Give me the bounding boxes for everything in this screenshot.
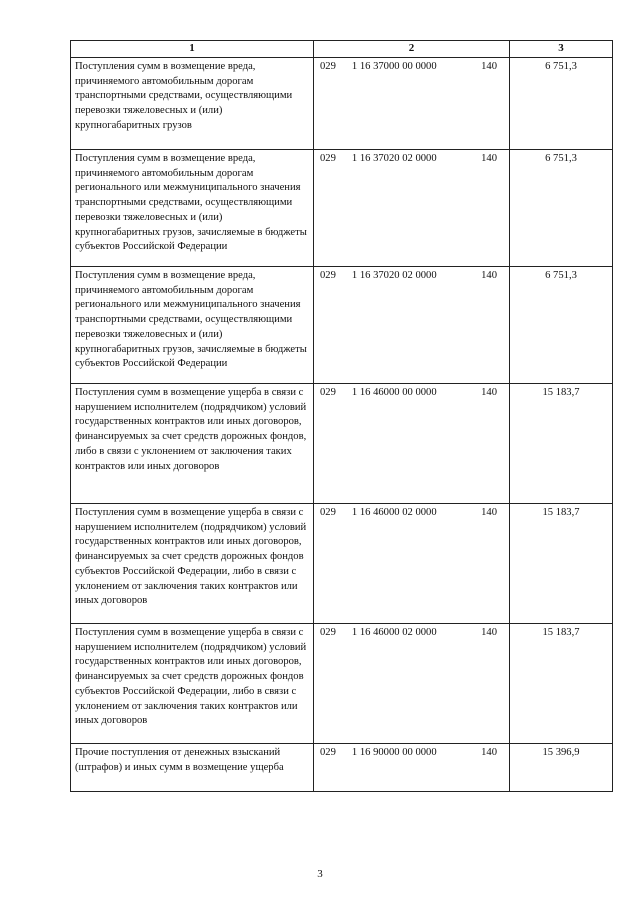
row-code	[314, 744, 510, 792]
admin-code: 029	[320, 61, 336, 72]
sub-code: 140	[481, 270, 497, 281]
row-description: Прочие поступления от денежных взысканий (штрафов) и иных сумм в возмещение ущерба	[71, 744, 314, 792]
sub-code: 140	[481, 747, 497, 758]
sub-code: 140	[481, 507, 497, 518]
row-description: Поступления сумм в возмещение вреда, причиняемого автомобильным дорогам регионального или межмуниципального значения транспортными средствами, осуществляющими перевозки тяжеловесных и (или) крупногабаритных грузов, зачисляемые в бюджеты субъектов Российской Федерации	[71, 267, 314, 384]
row-description: Поступления сумм в возмещение ущерба в связи с нарушением исполнителем (подрядчиком) условий государственных контрактов или иных договоров, финансируемых за счет средств дорожных фондов, либо в связи с уклонением от заключения таких контрактов или иных договоров	[71, 384, 314, 504]
row-code	[314, 150, 510, 267]
table-header-row	[71, 41, 613, 58]
row-code	[314, 58, 510, 150]
column-header-1: 1	[71, 41, 314, 58]
table-row	[71, 58, 613, 150]
row-description: Поступления сумм в возмещение вреда, причиняемого автомобильным дорогам регионального или межмуниципального значения транспортными средствами, осуществляющими перевозки тяжеловесных и (или) крупногабаритных грузов, зачисляемые в бюджеты субъектов Российской Федерации	[71, 150, 314, 267]
row-code	[314, 624, 510, 744]
row-code	[314, 384, 510, 504]
budget-classification-code: 1 16 46000 00 0000	[351, 387, 437, 398]
revenue-table	[70, 40, 613, 792]
admin-code: 029	[320, 627, 336, 638]
column-header-2: 2	[314, 41, 510, 58]
row-description: Поступления сумм в возмещение ущерба в связи с нарушением исполнителем (подрядчиком) условий государственных контрактов или иных договоров, финансируемых за счет средств дорожных фондов субъектов Российской Федерации, либо в связи с уклонением от заключения таких контрактов или иных договоров	[71, 504, 314, 624]
admin-code: 029	[320, 153, 336, 164]
row-description: Поступления сумм в возмещение вреда, причиняемого автомобильным дорогам транспортными средствами, осуществляющими перевозки тяжеловесных и (или) крупногабаритных грузов	[71, 58, 314, 150]
row-amount: 15 183,7	[510, 624, 613, 744]
sub-code: 140	[481, 387, 497, 398]
row-amount: 15 183,7	[510, 504, 613, 624]
row-description: Поступления сумм в возмещение ущерба в связи с нарушением исполнителем (подрядчиком) условий государственных контрактов или иных договоров, финансируемых за счет средств дорожных фондов субъектов Российской Федерации, либо в связи с уклонением от заключения таких контрактов или иных договоров	[71, 624, 314, 744]
table-row	[71, 744, 613, 792]
page-number: 3	[317, 868, 323, 880]
row-code	[314, 267, 510, 384]
table-row	[71, 504, 613, 624]
budget-classification-code: 1 16 37000 00 0000	[351, 61, 437, 72]
sub-code: 140	[481, 627, 497, 638]
sub-code: 140	[481, 61, 497, 72]
budget-classification-code: 1 16 37020 02 0000	[351, 153, 437, 164]
row-amount: 15 183,7	[510, 384, 613, 504]
admin-code: 029	[320, 747, 336, 758]
admin-code: 029	[320, 270, 336, 281]
column-header-3: 3	[510, 41, 613, 58]
table-row	[71, 384, 613, 504]
admin-code: 029	[320, 387, 336, 398]
budget-classification-code: 1 16 46000 02 0000	[351, 507, 437, 518]
table-row	[71, 267, 613, 384]
row-amount: 6 751,3	[510, 267, 613, 384]
admin-code: 029	[320, 507, 336, 518]
sub-code: 140	[481, 153, 497, 164]
row-amount: 6 751,3	[510, 58, 613, 150]
budget-classification-code: 1 16 90000 00 0000	[351, 747, 437, 758]
row-amount: 6 751,3	[510, 150, 613, 267]
budget-classification-code: 1 16 37020 02 0000	[351, 270, 437, 281]
budget-classification-code: 1 16 46000 02 0000	[351, 627, 437, 638]
row-code	[314, 504, 510, 624]
table-row	[71, 150, 613, 267]
row-amount: 15 396,9	[510, 744, 613, 792]
table-row	[71, 624, 613, 744]
